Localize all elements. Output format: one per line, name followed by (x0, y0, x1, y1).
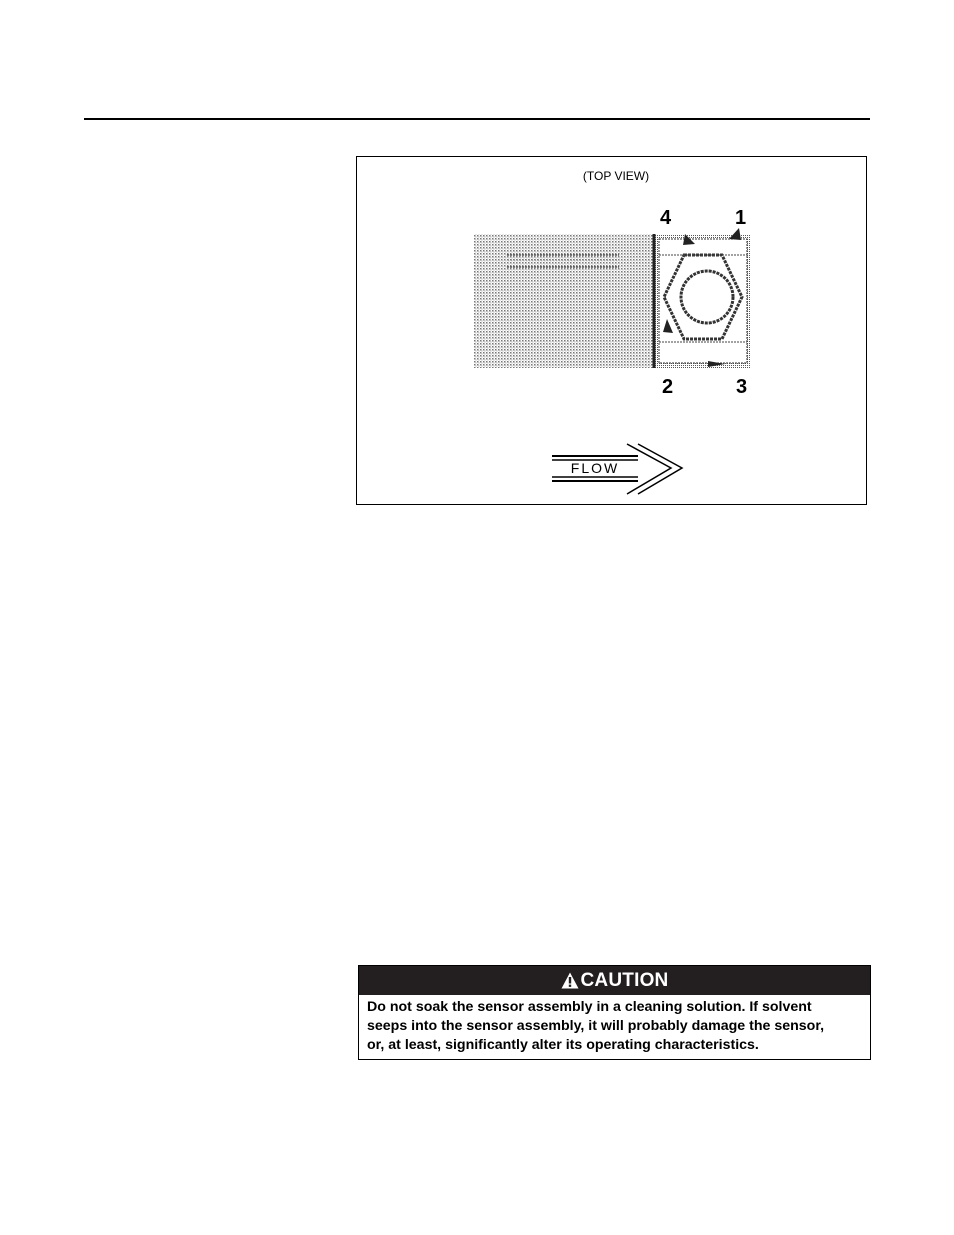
sensor-top-view-figure (356, 156, 867, 505)
sensor-diagram (357, 157, 868, 506)
caution-line: seeps into the sensor assembly, it will probably damage the sensor, (367, 1018, 825, 1034)
callout-2: 2 (662, 376, 674, 398)
sensor-port (681, 271, 733, 323)
warning-triangle-icon (561, 972, 579, 989)
caution-box (358, 965, 871, 1060)
sensor-housing (474, 234, 654, 368)
caution-line: Do not soak the sensor assembly in a cleaning solution. If solvent (367, 999, 812, 1015)
flow-label: FLOW (570, 460, 620, 476)
figure-caption: (TOP VIEW) (582, 169, 650, 183)
caution-header (359, 966, 870, 995)
header-rule (84, 118, 870, 120)
callout-3: 3 (736, 376, 748, 398)
callout-1: 1 (735, 207, 747, 229)
caution-title: CAUTION (580, 969, 669, 991)
caution-line: or, at least, significantly alter its operating characteristics. (367, 1037, 759, 1053)
caution-text (359, 995, 870, 1055)
callout-4: 4 (660, 207, 672, 229)
flow-arrow (552, 444, 682, 494)
